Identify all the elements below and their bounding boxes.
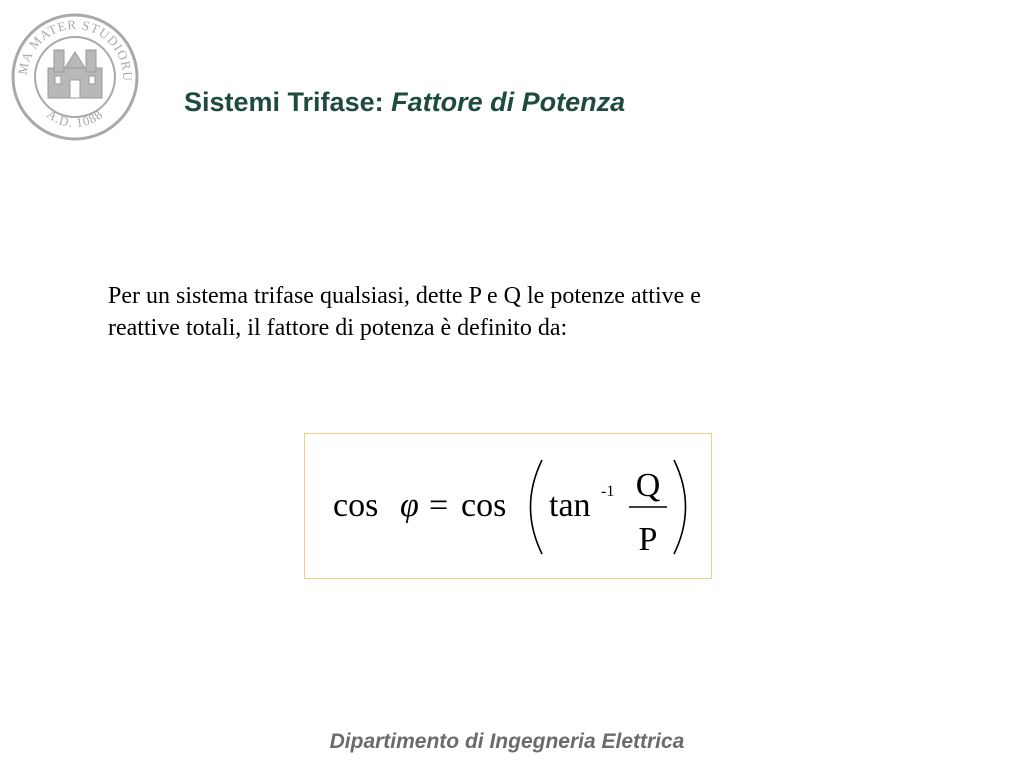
title-main: Sistemi Trifase: [184, 87, 392, 117]
formula-equals: = [429, 487, 449, 524]
body-line-2: reattive totali, il fattore di potenza è definito da: [108, 315, 568, 341]
formula-rhs-cos: cos [461, 487, 507, 524]
right-paren [674, 460, 686, 554]
svg-text:A.D. 1088 [44, 106, 106, 130]
formula-phi: φ [400, 487, 419, 524]
formula-numerator: Q [635, 467, 661, 504]
formula-box [304, 433, 712, 579]
formula-superscript: -1 [601, 483, 615, 500]
body-paragraph [108, 280, 928, 344]
seal-upper-text: MA MATER STUDIORU [14, 16, 136, 82]
body-line-1: Per un sistema trifase qualsiasi, dette P e Q le potenze attive e [108, 283, 701, 309]
seal-lower-text: A.D. 1088 [44, 106, 106, 131]
slide-title [184, 84, 625, 120]
university-seal-logo [10, 12, 140, 142]
power-factor-formula [305, 434, 713, 580]
left-paren [531, 460, 543, 554]
formula-denominator: P [638, 521, 658, 558]
footer-department: Dipartimento di Ingegneria Elettrica [329, 730, 685, 753]
formula-lhs-cos: cos [333, 487, 379, 524]
title-emphasis: Fattore di Potenza [391, 87, 626, 117]
formula-tan: tan [549, 487, 591, 524]
